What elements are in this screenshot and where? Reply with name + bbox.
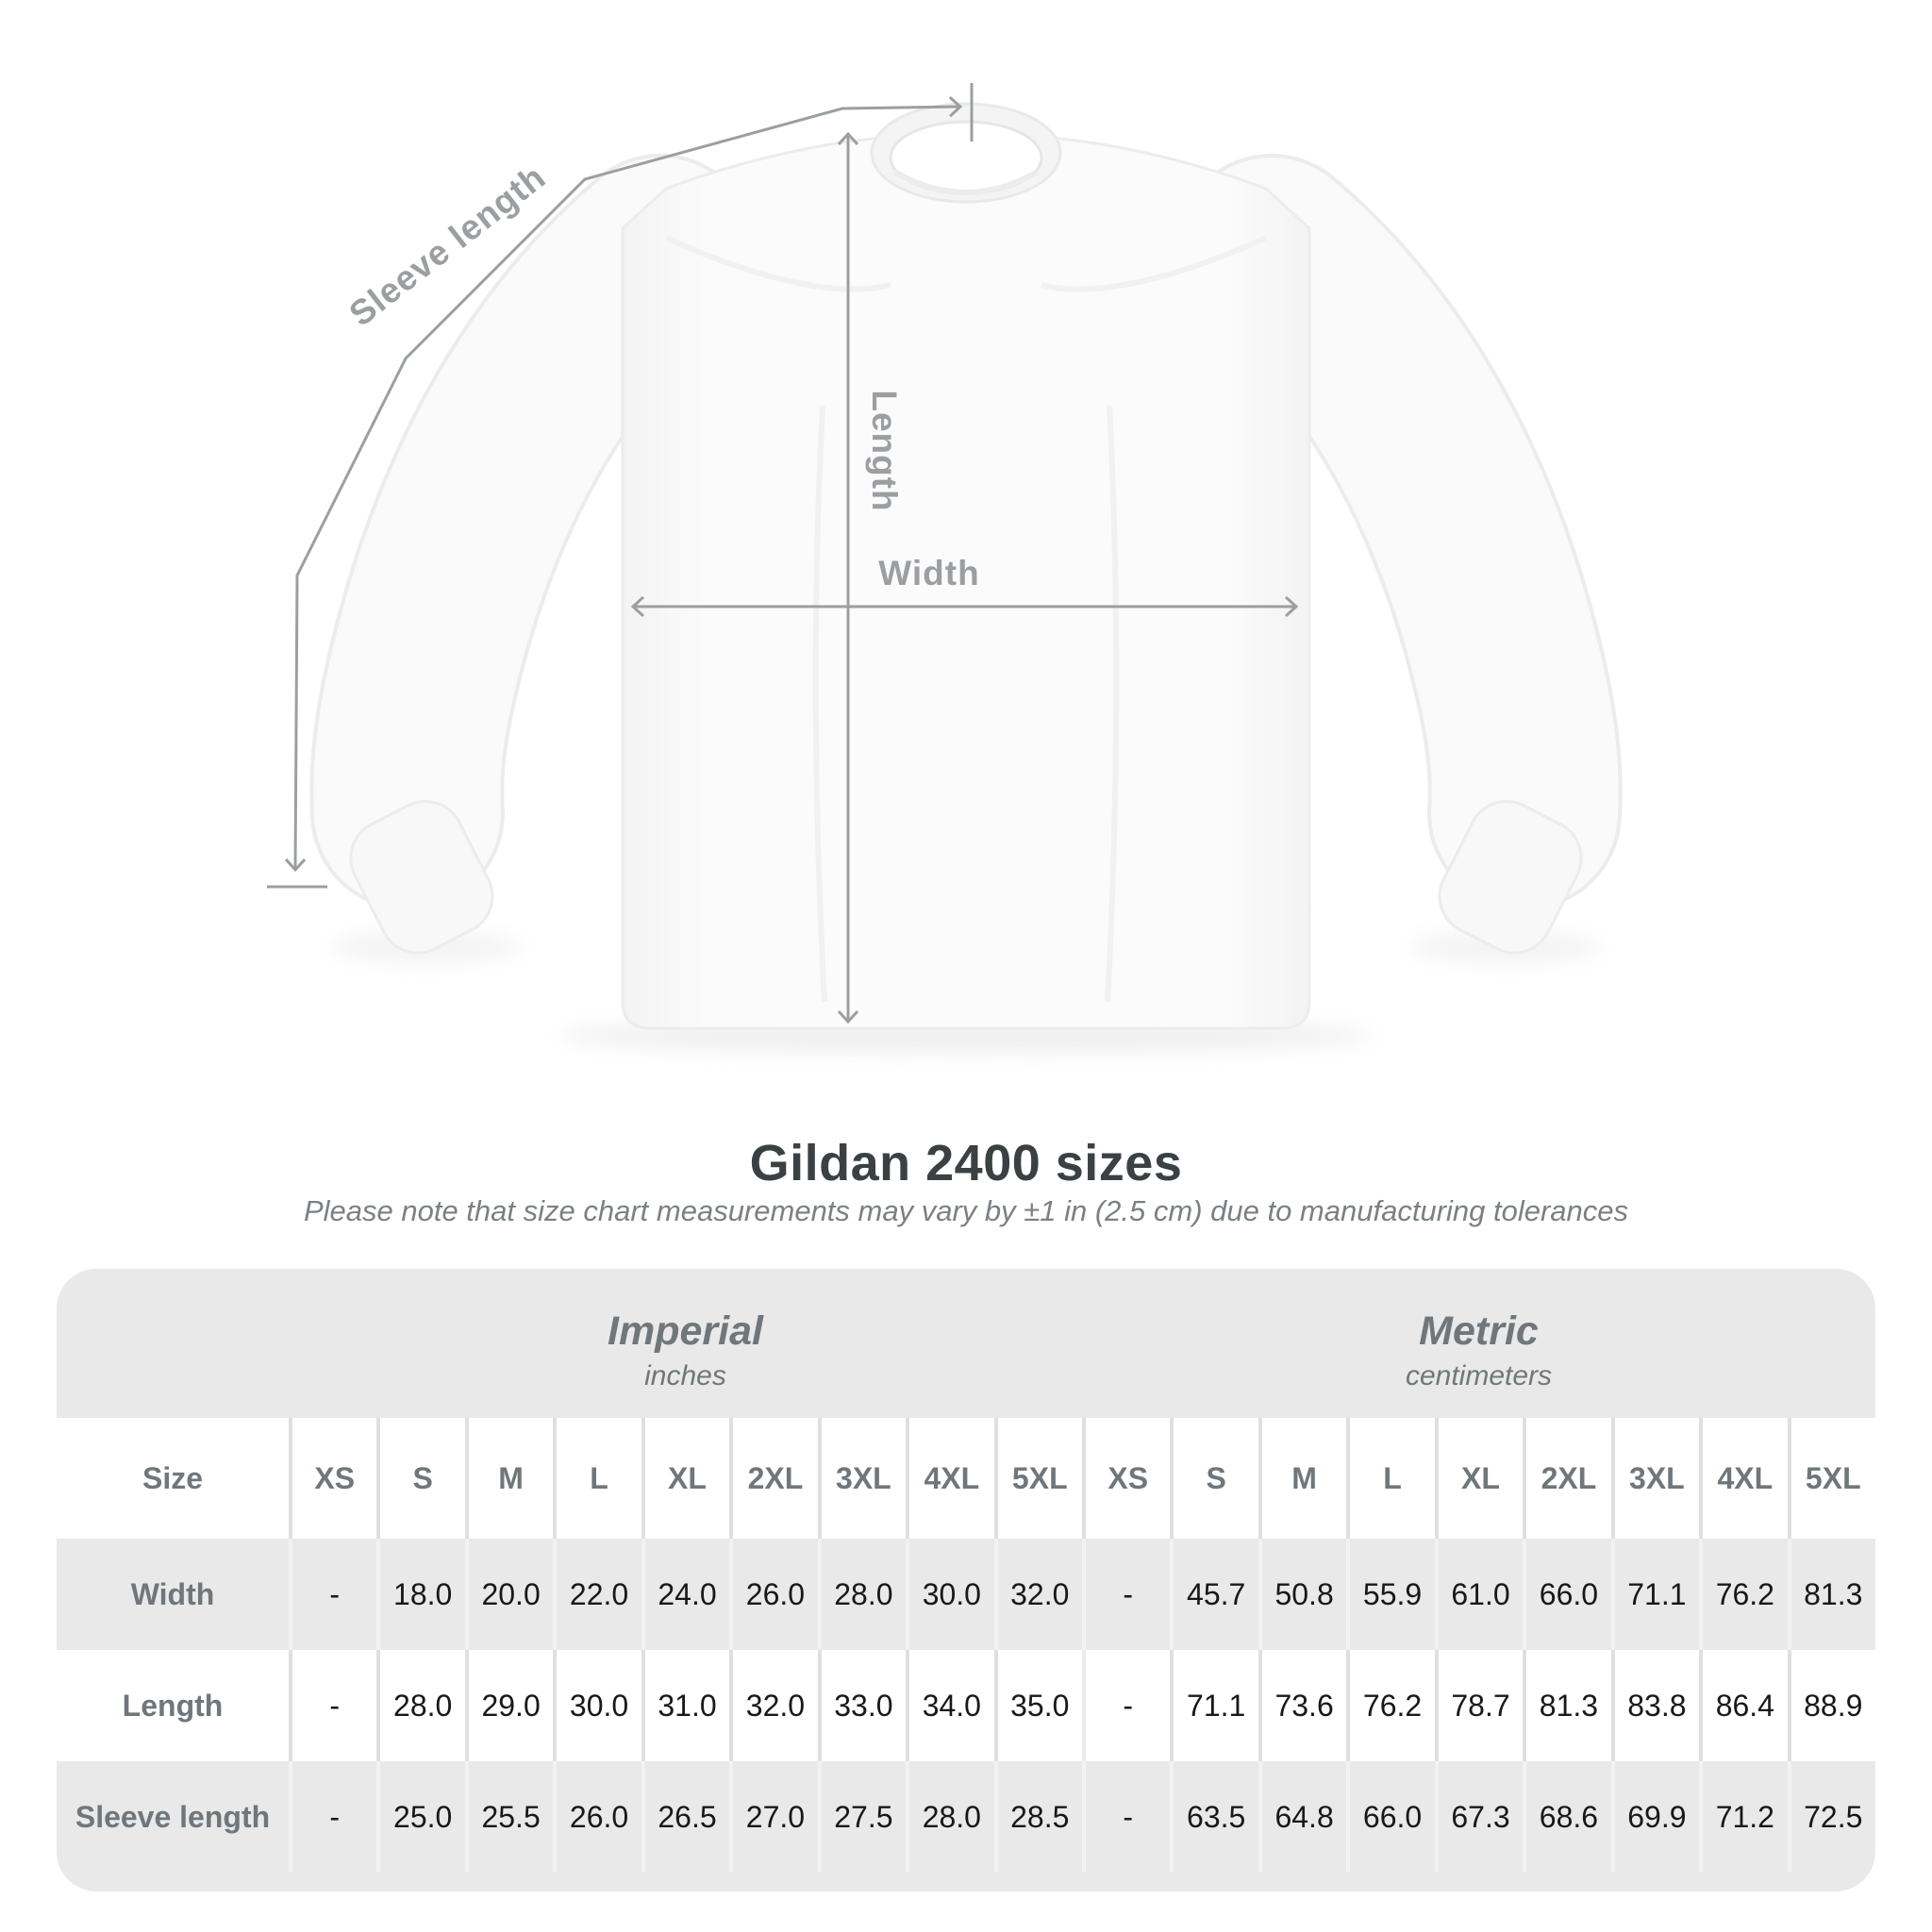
metric-unit-header [1082,1269,1875,1418]
table-row-width [57,1539,1875,1650]
value-cell: 72.5 [1788,1761,1875,1873]
metric-label: Metric [1419,1307,1539,1354]
size-header-cell: M [1258,1418,1346,1539]
size-header-cell: XS [289,1418,376,1539]
size-header-cell: 2XL [1523,1418,1610,1539]
size-header-row [57,1418,1875,1539]
page-title: Gildan 2400 sizes [749,1135,1183,1191]
value-cell: - [1082,1650,1170,1761]
size-header-cell: XL [641,1418,729,1539]
imperial-sublabel: inches [644,1359,726,1391]
value-cell: 30.0 [553,1650,641,1761]
value-cell: 71.2 [1699,1761,1787,1873]
value-cell: 27.5 [818,1761,906,1873]
value-cell: 18.0 [376,1539,464,1650]
size-header-cell: S [1170,1418,1257,1539]
size-header-cell: 2XL [729,1418,817,1539]
value-cell: 26.0 [553,1761,641,1873]
row-label: Length [122,1688,224,1723]
value-cell: 61.0 [1435,1539,1523,1650]
value-cell: 76.2 [1346,1650,1434,1761]
value-cell: 28.0 [818,1539,906,1650]
size-chart-card [57,1269,1875,1891]
value-cell: 88.9 [1788,1650,1875,1761]
unit-spacer [57,1269,289,1418]
value-cell: 69.9 [1611,1761,1699,1873]
value-cell: 64.8 [1258,1761,1346,1873]
value-cell: 50.8 [1258,1539,1346,1650]
value-cell: 81.3 [1788,1539,1875,1650]
value-cell: 78.7 [1435,1650,1523,1761]
value-cell: 25.5 [465,1761,553,1873]
value-cell: 34.0 [906,1650,993,1761]
tolerance-note: Please note that size chart measurements may vary by ±1 in (2.5 cm) due to manufacturing tolerances [303,1194,1629,1227]
value-cell: 32.0 [729,1650,817,1761]
unit-header-row [57,1269,1875,1418]
value-cell: 86.4 [1699,1650,1787,1761]
size-header-cell: 5XL [994,1418,1082,1539]
size-header-cell: L [1346,1418,1434,1539]
value-cell: - [289,1539,376,1650]
value-cell: 83.8 [1611,1650,1699,1761]
length-label: Length [865,390,904,512]
value-cell: 66.0 [1346,1761,1434,1873]
size-header-cell: M [465,1418,553,1539]
value-cell: 26.5 [641,1761,729,1873]
value-cell: 63.5 [1170,1761,1257,1873]
size-header-cell: 3XL [818,1418,906,1539]
value-cell: 68.6 [1523,1761,1610,1873]
imperial-unit-header [289,1269,1082,1418]
value-cell: 32.0 [994,1539,1082,1650]
row-label: Width [130,1576,215,1611]
size-header-cell: L [553,1418,641,1539]
size-header-cell: XS [1082,1418,1170,1539]
sleeve-length-label: Sleeve length [341,157,554,334]
size-column-header: Size [142,1460,204,1495]
value-cell: 71.1 [1611,1539,1699,1650]
value-cell: 27.0 [729,1761,817,1873]
value-cell: 45.7 [1170,1539,1257,1650]
value-cell: 73.6 [1258,1650,1346,1761]
value-cell: 31.0 [641,1650,729,1761]
value-cell: 28.0 [376,1650,464,1761]
shirt-collar [872,104,1060,202]
value-cell: 29.0 [465,1650,553,1761]
value-cell: 20.0 [465,1539,553,1650]
value-cell: 35.0 [994,1650,1082,1761]
value-cell: 26.0 [729,1539,817,1650]
value-cell: 71.1 [1170,1650,1257,1761]
size-header-cell: 5XL [1788,1418,1875,1539]
value-cell: 76.2 [1699,1539,1787,1650]
value-cell: 81.3 [1523,1650,1610,1761]
value-cell: - [289,1761,376,1873]
size-header-cell: 3XL [1611,1418,1699,1539]
size-header-cell: 4XL [906,1418,993,1539]
imperial-label: Imperial [608,1307,763,1354]
size-header-cell: XL [1435,1418,1523,1539]
value-cell: 55.9 [1346,1539,1434,1650]
metric-sublabel: centimeters [1405,1359,1553,1391]
value-cell: 28.0 [906,1761,993,1873]
value-cell: 66.0 [1523,1539,1610,1650]
value-cell: 30.0 [906,1539,993,1650]
size-header-cell: 4XL [1699,1418,1787,1539]
size-header-cell: S [376,1418,464,1539]
value-cell: - [1082,1761,1170,1873]
value-cell: 24.0 [641,1539,729,1650]
row-label: Sleeve length [75,1799,271,1834]
value-cell: 28.5 [994,1761,1082,1873]
width-label: Width [878,554,980,592]
value-cell: - [1082,1539,1170,1650]
value-cell: 33.0 [818,1650,906,1761]
table-row-length [57,1650,1875,1761]
value-cell: 67.3 [1435,1761,1523,1873]
value-cell: 22.0 [553,1539,641,1650]
value-cell: - [289,1650,376,1761]
table-row-sleeve-length [57,1761,1875,1873]
value-cell: 25.0 [376,1761,464,1873]
